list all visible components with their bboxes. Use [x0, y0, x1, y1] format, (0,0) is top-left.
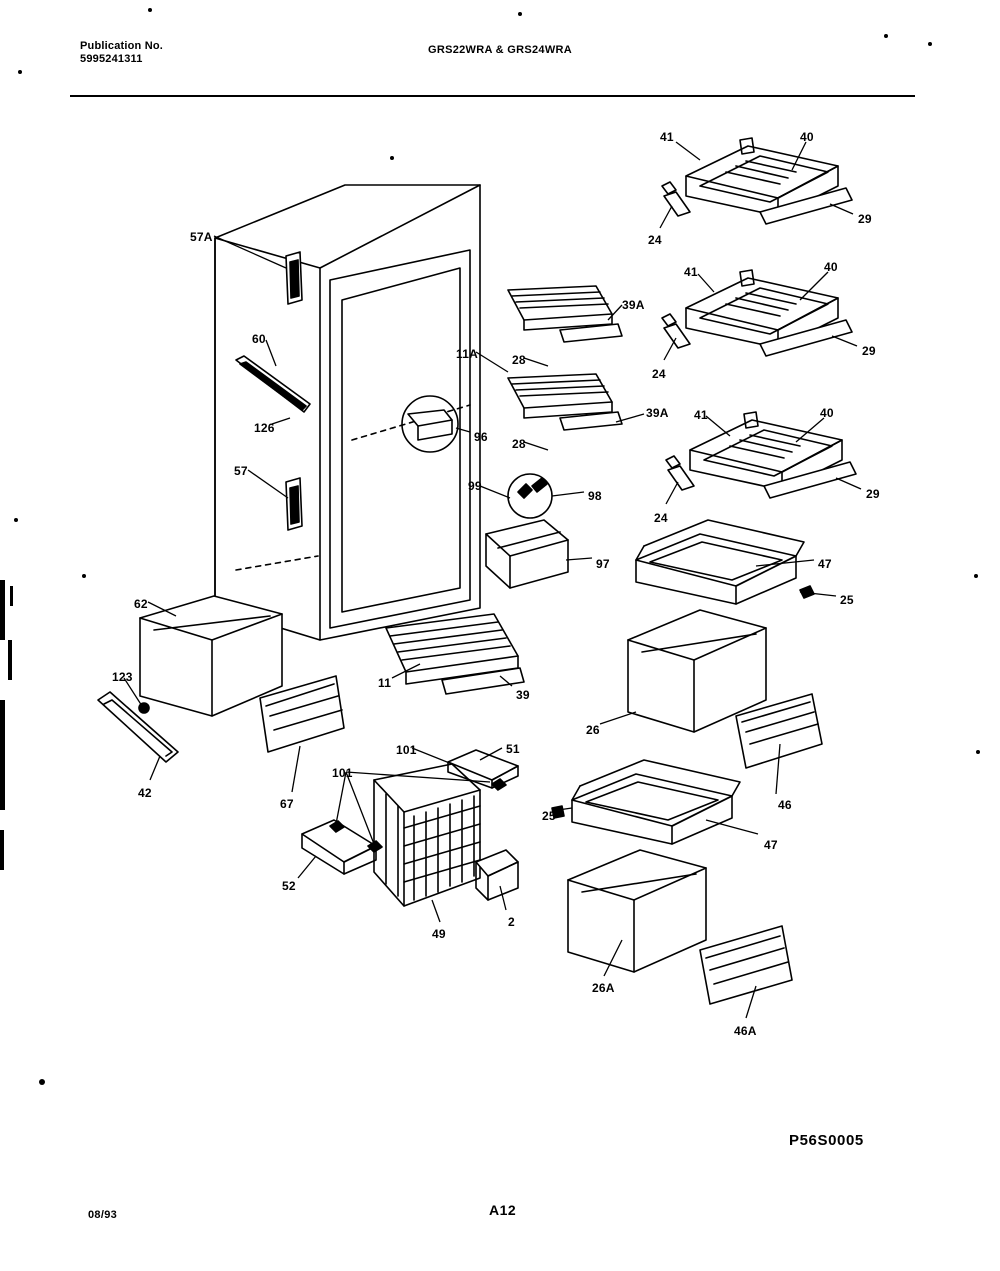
callout-41: 41	[660, 130, 674, 144]
callout-28: 28	[512, 353, 526, 367]
drawing-code: P56S0005	[789, 1132, 864, 1149]
callout-47: 47	[764, 838, 778, 852]
shelf-assembly-1	[662, 138, 852, 224]
callout-24: 24	[648, 233, 662, 247]
callout-96: 96	[474, 430, 488, 444]
callout-62: 62	[134, 597, 148, 611]
callout-39a: 39A	[622, 298, 645, 312]
part-47-frame-upper	[636, 520, 814, 604]
part-11-wire-shelf	[386, 614, 524, 694]
callout-99: 99	[468, 479, 482, 493]
callout-57: 57	[234, 464, 248, 478]
callout-40: 40	[824, 260, 838, 274]
callout-24: 24	[654, 511, 668, 525]
callout-49: 49	[432, 927, 446, 941]
callout-11: 11	[378, 676, 392, 690]
part-11A-shelf-lower	[508, 374, 622, 430]
callout-40: 40	[820, 406, 834, 420]
part-46A-drawer-front	[700, 926, 792, 1004]
callout-29: 29	[858, 212, 872, 226]
part-49-ice-bucket	[374, 764, 480, 906]
callout-67: 67	[280, 797, 294, 811]
callout-29: 29	[866, 487, 880, 501]
callout-41: 41	[694, 408, 708, 422]
callout-42: 42	[138, 786, 152, 800]
callout-41: 41	[684, 265, 698, 279]
part-57A-handle	[286, 252, 302, 304]
part-2-rail	[476, 850, 518, 900]
part-57-handle	[286, 478, 302, 530]
detail-circle-99	[508, 474, 552, 518]
footer-date: 08/93	[88, 1209, 118, 1221]
callout-101: 101	[332, 766, 353, 780]
callout-98: 98	[588, 489, 602, 503]
callout-25: 25	[542, 809, 556, 823]
model-numbers: GRS22WRA & GRS24WRA	[427, 44, 573, 56]
callout-39: 39	[516, 688, 530, 702]
shelf-assembly-3	[666, 412, 856, 498]
callout-26a: 26A	[592, 981, 615, 995]
callout-46: 46	[778, 798, 792, 812]
callout-47: 47	[818, 557, 832, 571]
callout-25: 25	[840, 593, 854, 607]
callout-46a: 46A	[734, 1024, 757, 1038]
callout-40: 40	[800, 130, 814, 144]
callout-51: 51	[506, 742, 520, 756]
callout-11a: 11A	[456, 347, 478, 361]
shelf-assembly-2	[662, 270, 852, 356]
part-97-bin	[486, 520, 568, 588]
callout-101: 101	[396, 743, 417, 757]
callout-97: 97	[596, 557, 610, 571]
callout-123: 123	[112, 670, 133, 684]
callout-29: 29	[862, 344, 876, 358]
publication-number: 5995241311	[80, 53, 143, 65]
callout-60: 60	[252, 332, 266, 346]
callout-24: 24	[652, 367, 666, 381]
part-26A-drawer	[568, 850, 706, 972]
callout-57a: 57A	[190, 230, 213, 244]
part-47-frame-lower	[552, 760, 740, 844]
callout-39a: 39A	[646, 406, 669, 420]
callout-26: 26	[586, 723, 600, 737]
callout-2: 2	[508, 915, 515, 929]
callout-126: 126	[254, 421, 275, 435]
callout-52: 52	[282, 879, 296, 893]
publication-label: Publication No.	[80, 40, 164, 52]
part-11A-shelf-upper	[508, 286, 622, 342]
page-number: A12	[489, 1202, 517, 1218]
callout-28: 28	[512, 437, 526, 451]
